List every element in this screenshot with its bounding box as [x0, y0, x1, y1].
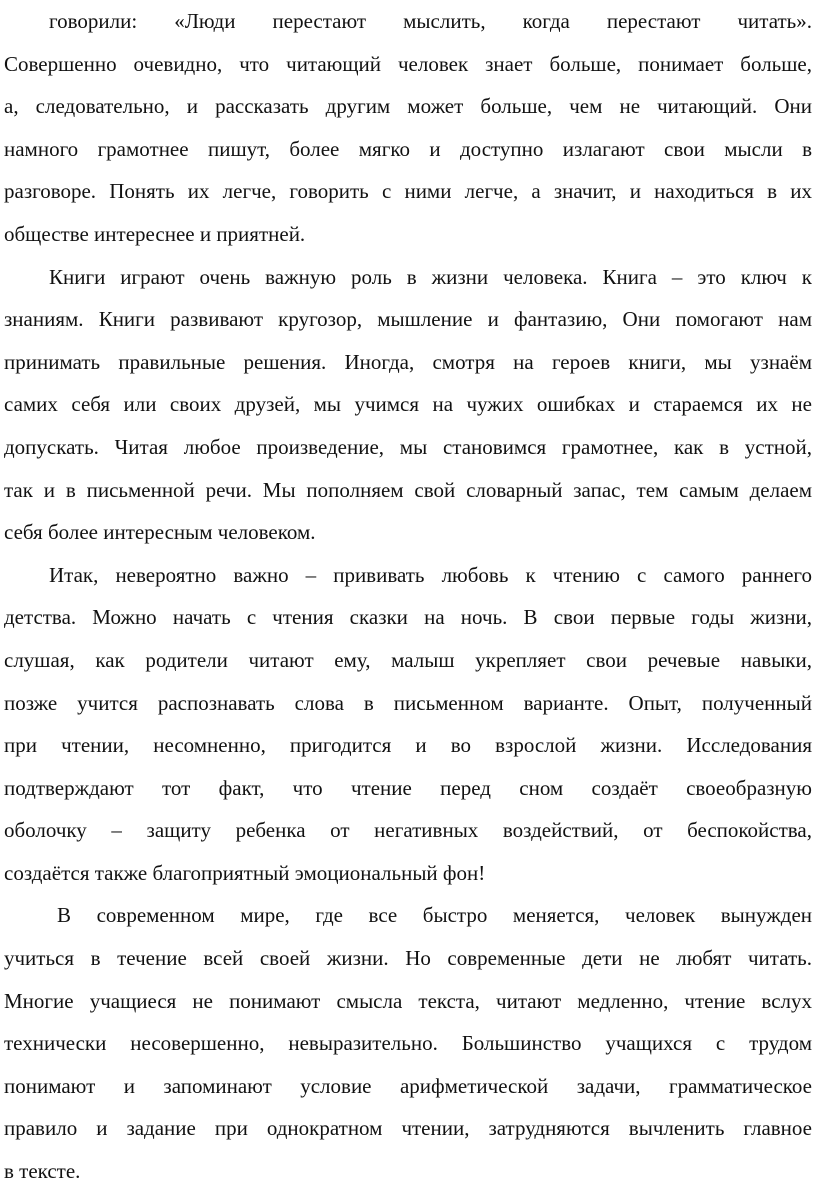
text-line: слушая, как родители читают ему, малыш укрепляет свои речевые навыки,: [4, 647, 812, 672]
text-line: детства. Можно начать с чтения сказки на ночь. В свои первые годы жизни,: [4, 605, 812, 630]
text-line: в тексте.: [4, 1159, 81, 1184]
paragraph-3: [4, 554, 812, 895]
text-line: учиться в течение всей своей жизни. Но современные дети не любят читать.: [4, 946, 812, 971]
text-line: самих себя или своих друзей, мы учимся на чужих ошибках и стараемся их не: [4, 392, 812, 417]
text-line: знаниям. Книги развивают кругозор, мышление и фантазию, Они помогают нам: [4, 307, 812, 332]
text-line: говорили: «Люди перестают мыслить, когда перестают читать».: [49, 9, 812, 33]
text-line: позже учится распознавать слова в письменном варианте. Опыт, полученный: [4, 690, 812, 715]
text-line: намного грамотнее пишут, более мягко и доступно излагают свои мысли в: [4, 136, 812, 161]
text-line: при чтении, несомненно, пригодится и во взрослой жизни. Исследования: [4, 733, 812, 758]
text-line: допускать. Читая любое произведение, мы становимся грамотнее, как в устной,: [4, 434, 812, 459]
text-line: подтверждают тот факт, что чтение перед сном создаёт своеобразную: [4, 775, 812, 800]
text-line: Книги играют очень важную роль в жизни человека. Книга – это ключ к: [49, 264, 812, 289]
text-line: Многие учащиеся не понимают смысла текста, читают медленно, чтение вслух: [4, 988, 812, 1013]
text-line: Совершенно очевидно, что читающий человек знает больше, понимает больше,: [4, 51, 812, 76]
text-line: создаётся также благоприятный эмоциональный фон!: [4, 860, 486, 885]
text-line: правило и задание при однократном чтении, затрудняются вычленить главное: [4, 1116, 812, 1141]
text-line: понимают и запоминают условие арифметической задачи, грамматическое: [4, 1073, 812, 1098]
text-line: В современном мире, где все быстро меняется, человек вынужден: [57, 903, 812, 928]
text-line: принимать правильные решения. Иногда, смотря на героев книги, мы узнаём: [4, 349, 812, 374]
text-line: технически несовершенно, невыразительно. Большинство учащихся с трудом: [4, 1031, 812, 1056]
text-line: так и в письменной речи. Мы пополняем свой словарный запас, тем самым делаем: [4, 477, 812, 502]
paragraph-2: [4, 256, 812, 554]
text-line: разговоре. Понять их легче, говорить с ними легче, а значит, и находиться в их: [4, 179, 812, 204]
text-line: обществе интереснее и приятней.: [4, 221, 306, 246]
text-line: себя более интересным человеком.: [4, 520, 316, 545]
text-line: оболочку – защиту ребенка от негативных воздействий, от беспокойства,: [4, 818, 812, 843]
paragraph-4: [4, 894, 812, 1192]
paragraph-1: [4, 0, 812, 256]
text-line: Итак, невероятно важно – прививать любовь к чтению с самого раннего: [49, 562, 812, 587]
text-line: а, следовательно, и рассказать другим может больше, чем не читающий. Они: [4, 94, 812, 119]
